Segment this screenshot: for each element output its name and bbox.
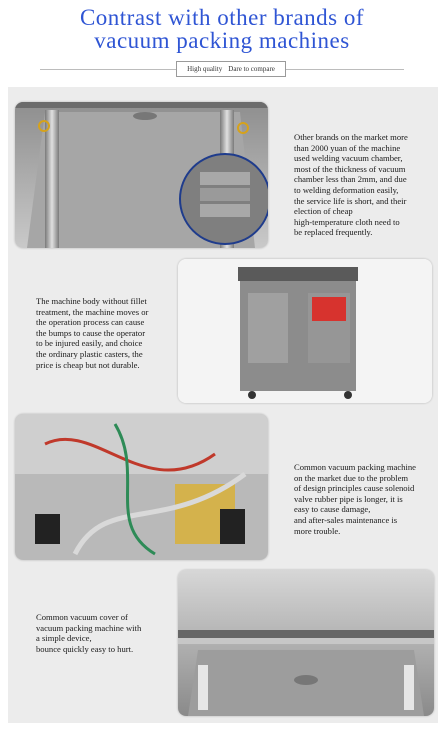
section-4-text: Common vacuum cover of vacuum packing machine with a simple device, bounce quickly easy to hurt. [36, 612, 142, 654]
divider-left [40, 69, 176, 70]
section-2-text: The machine body without fillet treatment, the machine moves or the operation process can cause the bumps to cause the operator to be injured easily, and choice the ordinary plastic casters, the price is cheap but not durable. [36, 296, 149, 370]
machine-body-photo [178, 259, 432, 403]
section-1-text: Other brands on the market more than 2000 yuan of the machine used welding vacuum chamber, most of the thickness of vacuum chamber less than 2mm, and due to welding deformation easily, the service life is short, and their election of cheap high-temperature cloth need to be replaced frequently. [294, 132, 408, 238]
page-title [0, 6, 444, 52]
tagline-box [176, 61, 286, 77]
tag-dare-to-compare: Dare to compare [228, 65, 275, 73]
tag-high-quality: High quality [187, 65, 223, 73]
solenoid-valve-photo [15, 414, 268, 560]
divider-right [286, 69, 404, 70]
section-3-text: Common vacuum packing machine on the market due to the problem of design principles cause solenoid valve rubber pipe is longer, it is easy to cause damage, and after-sales maintenance is more trouble. [294, 462, 416, 536]
chamber-photo [15, 102, 268, 248]
title-line-2: vacuum packing machines [94, 28, 350, 53]
title-line-1: Contrast with other brands of [79, 5, 365, 30]
vacuum-cover-photo [178, 570, 434, 716]
